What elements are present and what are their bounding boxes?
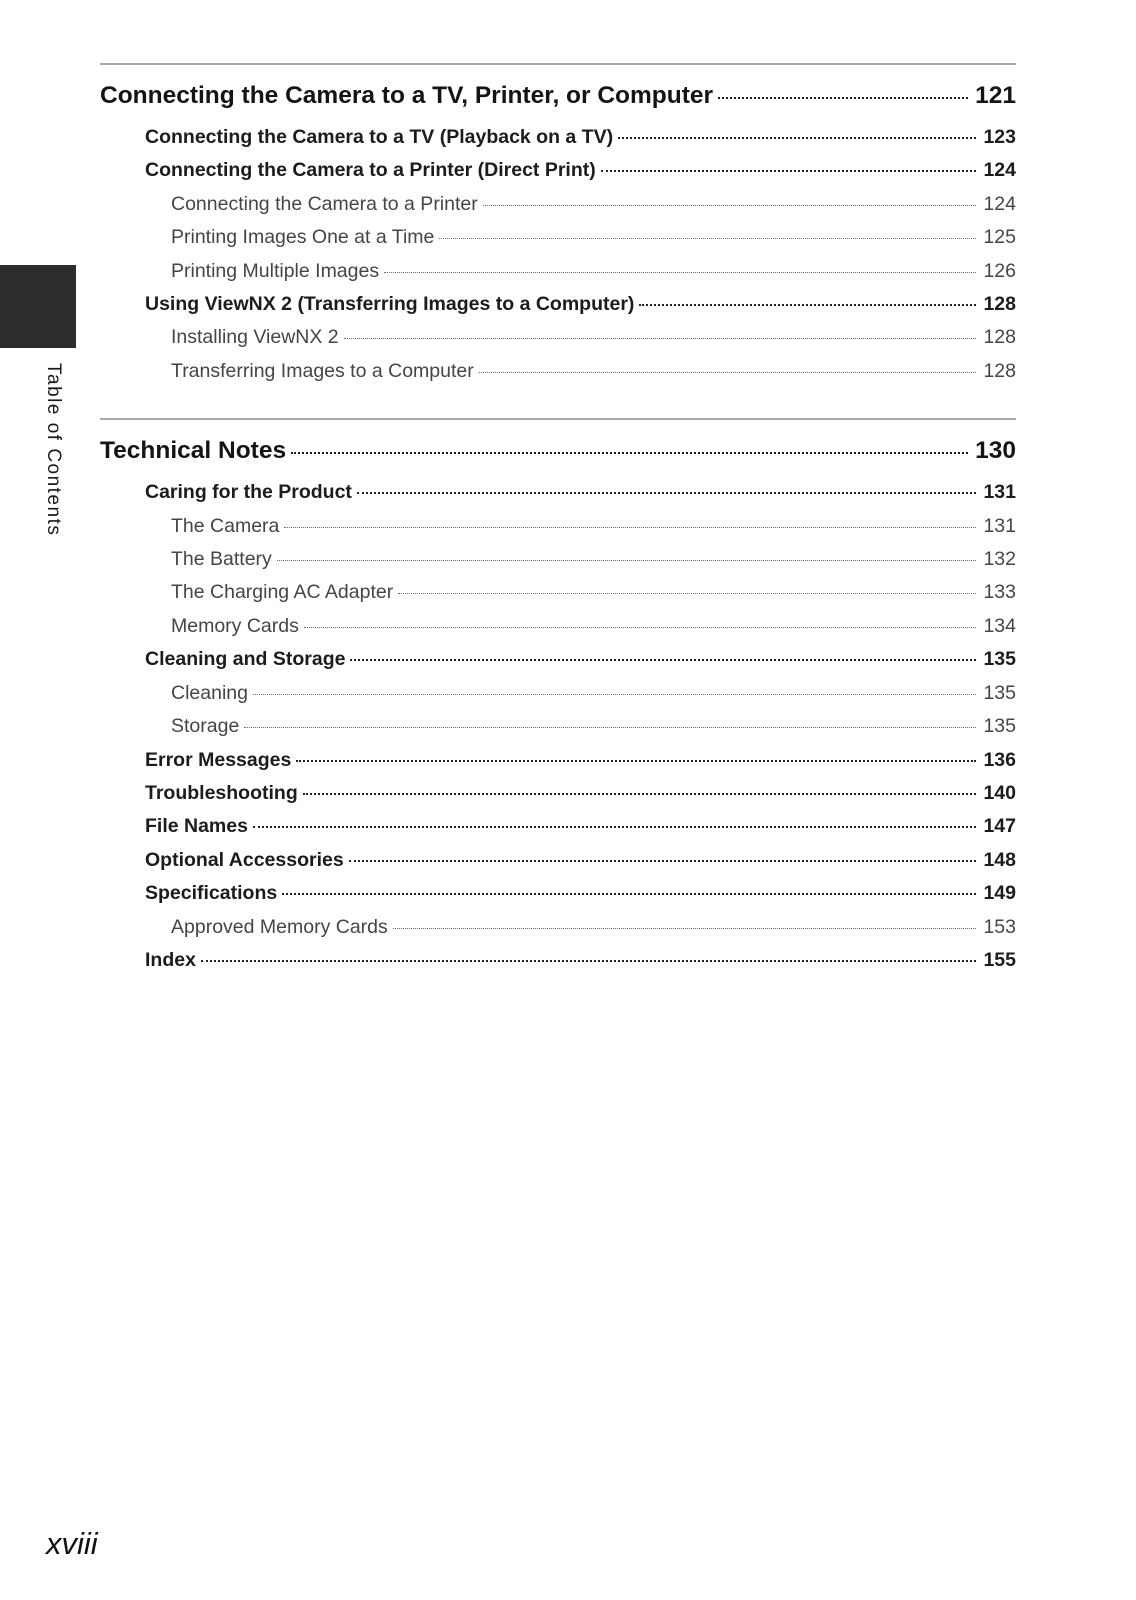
dot-leader [398,593,976,594]
toc-entry [100,288,1016,321]
toc-entry [100,221,1016,254]
toc-section [100,63,1016,388]
toc-entry-page: 131 [983,514,1016,537]
toc-entry-label: Printing Multiple Images [171,259,380,282]
sidebar-chapter-label: Table of Contents [43,363,64,537]
dot-leader [304,627,977,628]
toc-entry-label: Cleaning and Storage [145,648,346,671]
toc-entry-label: Connecting the Camera to a Printer (Direct Print) [145,159,596,182]
toc-entry-page: 128 [983,293,1016,316]
toc-entry [100,944,1016,977]
toc-entry-label: Connecting the Camera to a TV, Printer, or Computer [100,82,714,109]
toc-entry [100,643,1016,676]
toc-entry-page: 128 [983,359,1016,382]
dot-leader [344,338,977,339]
toc-entry-label: Transferring Images to a Computer [171,359,474,382]
dot-leader [284,527,976,528]
dot-leader [601,170,977,172]
toc-entry [100,434,1016,468]
toc-section [100,418,1016,977]
toc-entry-label: Connecting the Camera to a TV (Playback on a TV) [145,126,614,148]
toc-entry-label: Connecting the Camera to a Printer [171,192,478,215]
dot-leader [291,452,968,454]
dot-leader [393,928,977,929]
toc-entry-label: Printing Images One at a Time [171,226,435,249]
toc-entry-page: 135 [983,648,1016,671]
toc-entry [100,321,1016,354]
toc-entry-label: Caring for the Product [145,481,352,504]
dot-leader [483,205,977,206]
dot-leader [639,304,976,306]
page-number: xviii [46,1526,98,1561]
toc-entry [100,79,1016,113]
toc-entry [100,810,1016,843]
dot-leader [479,372,977,373]
toc-entry-label: File Names [145,815,248,838]
toc-entry-page: 149 [983,882,1016,905]
toc-entry-page: 124 [983,159,1016,182]
dot-leader [253,826,976,828]
toc-entry [100,844,1016,877]
toc-entry-label: Cleaning [171,681,248,704]
toc-entry-page: 130 [975,437,1016,465]
toc-entry-label: Using ViewNX 2 (Transferring Images to a Computer) [145,293,635,316]
toc-entry-page: 128 [983,326,1016,349]
toc-entry [100,744,1016,777]
toc-entry-label: Error Messages [145,748,292,771]
dot-leader [718,97,968,99]
toc-entry-label: The Battery [171,548,272,571]
toc-entry-page: 148 [983,848,1016,871]
toc-entry [100,677,1016,710]
toc-entry [100,510,1016,543]
toc-entry-page: 132 [983,548,1016,571]
toc-entry-page: 136 [983,748,1016,771]
toc-entry-page: 126 [983,259,1016,282]
toc-entry-page: 131 [983,481,1016,504]
section-divider [100,63,1016,65]
toc-entry-page: 155 [983,948,1016,971]
dot-leader [618,137,976,139]
toc-entry-page: 133 [983,581,1016,604]
toc-entry-page: 153 [983,915,1016,938]
toc-entry [100,154,1016,187]
toc-entry-page: 135 [983,681,1016,704]
toc-entry-label: Optional Accessories [145,848,344,871]
toc-entry [100,911,1016,944]
toc-entry-page: 134 [983,614,1016,637]
toc-entry [100,188,1016,221]
toc-entry [100,255,1016,288]
toc-entry [100,877,1016,910]
dot-leader [349,860,977,862]
dot-leader [282,893,976,895]
dot-leader [244,727,976,728]
toc-entry-label: Approved Memory Cards [171,915,388,938]
chapter-tab [0,265,76,348]
dot-leader [439,238,976,239]
toc-entry [100,121,1016,154]
toc-entry-page: 125 [983,226,1016,249]
toc-entry-page: 140 [983,781,1016,804]
toc-entry-label: Technical Notes [100,437,287,465]
toc-entry-page: 124 [983,192,1016,215]
toc-entry [100,543,1016,576]
toc-entry-label: The Camera [171,514,280,537]
dot-leader [296,760,976,762]
toc-entry-label: Installing ViewNX 2 [171,326,339,349]
dot-leader [277,560,977,561]
dot-leader [357,492,977,494]
toc-entry [100,355,1016,388]
table-of-contents [100,0,1016,977]
section-divider [100,418,1016,420]
dot-leader [201,960,977,962]
toc-entry [100,610,1016,643]
toc-entry-page: 121 [975,82,1016,109]
toc-entry-page: 147 [983,815,1016,838]
toc-entry-label: Specifications [145,882,278,905]
toc-entry [100,710,1016,743]
toc-entry [100,576,1016,609]
toc-entry-page: 123 [983,126,1016,148]
dot-leader [384,272,976,273]
toc-entry [100,777,1016,810]
toc-entry-page: 135 [983,715,1016,738]
toc-entry-label: Memory Cards [171,614,299,637]
dot-leader [350,659,976,661]
dot-leader [253,694,976,695]
toc-entry-label: Troubleshooting [145,781,298,804]
dot-leader [303,793,977,795]
toc-entry-label: Storage [171,715,240,738]
toc-entry-label: The Charging AC Adapter [171,581,394,604]
toc-entry-label: Index [145,948,196,971]
toc-entry [100,476,1016,509]
